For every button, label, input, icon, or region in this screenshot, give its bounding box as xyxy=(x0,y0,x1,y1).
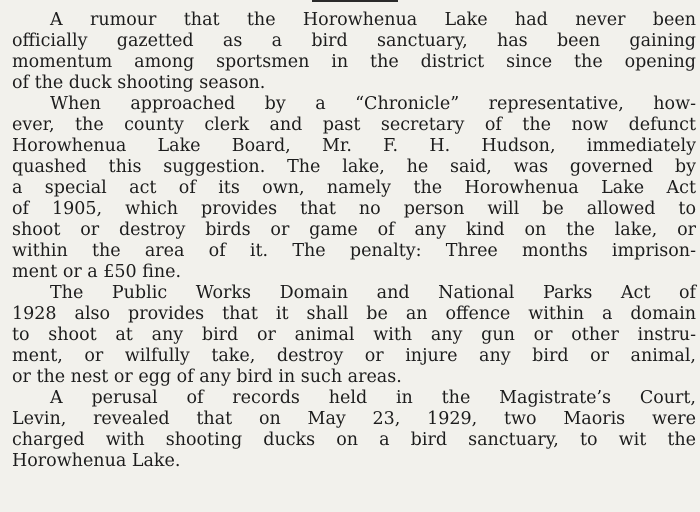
article-body xyxy=(12,10,696,472)
text-line: of 1905, which provides that no person will be allowed to xyxy=(12,199,696,219)
text-line: to shoot at any bird or animal with any gun or other instru- xyxy=(12,325,696,345)
text-line: a special act of its own, namely the Horowhenua Lake Act xyxy=(12,178,696,198)
top-rule xyxy=(312,0,398,2)
text-line: ment or a £50 fine. xyxy=(12,262,182,282)
text-line: of the duck shooting season. xyxy=(12,73,266,93)
text-line: A rumour that the Horowhenua Lake had never been xyxy=(50,10,696,30)
text-line: 1928 also provides that it shall be an offence within a domain xyxy=(12,304,696,324)
text-line: momentum among sportsmen in the district since the opening xyxy=(12,52,696,72)
text-line: ment, or wilfully take, destroy or injure any bird or animal, xyxy=(12,346,696,366)
paragraph-magistrates-court xyxy=(12,388,696,472)
text-line: Horowhenua Lake. xyxy=(12,451,181,471)
text-line: shoot or destroy birds or game of any kind on the lake, or xyxy=(12,220,696,240)
text-line: or the nest or egg of any bird in such areas. xyxy=(12,367,402,387)
text-line: ever, the county clerk and past secretary of the now defunct xyxy=(12,115,696,135)
text-line: The Public Works Domain and National Parks Act of xyxy=(50,283,696,303)
text-line: Horowhenua Lake Board, Mr. F. H. Hudson, immediately xyxy=(12,136,696,156)
text-line: When approached by a “Chronicle” representative, how- xyxy=(50,94,696,114)
text-line: Levin, revealed that on May 23, 1929, two Maoris were xyxy=(12,409,696,429)
paragraph-rumour xyxy=(12,10,696,94)
text-line: charged with shooting ducks on a bird sanctuary, to wit the xyxy=(12,430,696,450)
text-line: quashed this suggestion. The lake, he said, was governed by xyxy=(12,157,696,177)
text-line: A perusal of records held in the Magistrate’s Court, xyxy=(50,388,696,408)
paragraph-public-works-act xyxy=(12,283,696,388)
paragraph-chronicle xyxy=(12,94,696,283)
text-line: within the area of it. The penalty: Three months imprison- xyxy=(12,241,696,261)
text-line: officially gazetted as a bird sanctuary, has been gaining xyxy=(12,31,696,51)
